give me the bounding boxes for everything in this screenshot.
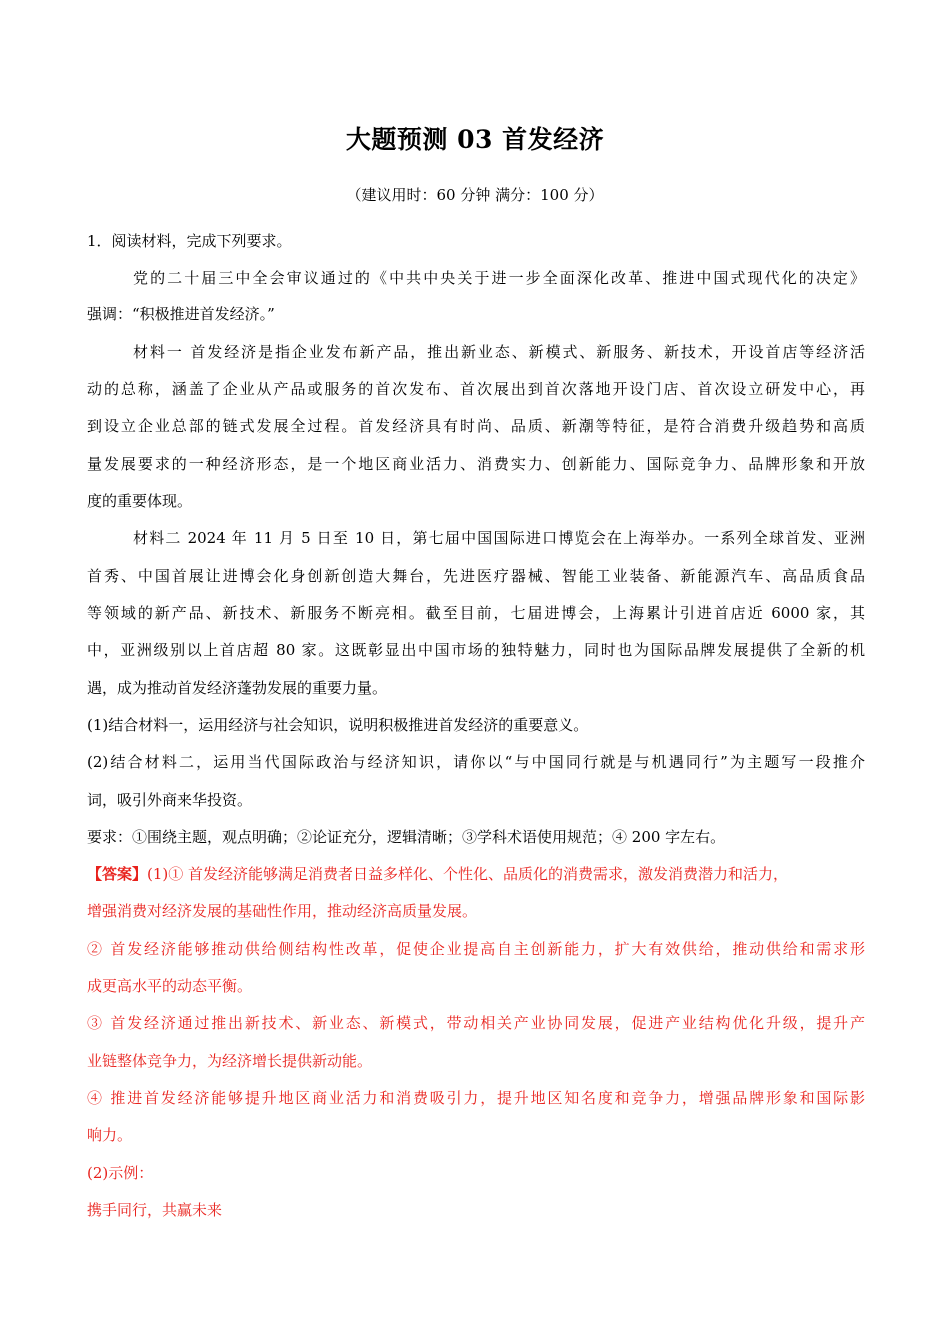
answer-1-text: (1)① 首发经济能够满足消费者日益多样化、个性化、品质化的消费需求，激发消费潜力和活力， [147, 865, 789, 883]
subquestion-2-line-2: 词，吸引外商来华投资。 [87, 791, 253, 809]
preamble-line-1: 党的二十届三中全会审议通过的《中共中央关于进一步全面深化改革、推进中国式现代化的决定》 [133, 269, 865, 287]
material2-line-1: 材料二 2024 年 11 月 5 日至 10 日，第七届中国国际进口博览会在上海举办。一系列全球首发、亚洲 [133, 529, 865, 547]
material2-line-4: 中，亚洲级别以上首店超 80 家。这既彰显出中国市场的独特魅力，同时也为国际品牌发展提供了全新的机 [87, 641, 865, 659]
subquestion-2-line-1: (2)结合材料二，运用当代国际政治与经济知识，请你以“与中国同行就是与机遇同行”为主题写一段推介 [87, 753, 865, 771]
question-intro: 1．阅读材料，完成下列要求。 [87, 232, 292, 250]
material1-line-4: 量发展要求的一种经济形态，是一个地区商业活力、消费实力、创新能力、国际竞争力、品牌形象和开放 [87, 455, 865, 473]
answer-line-1 [87, 862, 865, 886]
answer-4-line-1: ④ 推进首发经济能够提升地区商业活力和消费吸引力，提升地区知名度和竞争力，增强品牌形象和国际影 [87, 1089, 865, 1107]
material2-line-2: 首秀、中国首展让进博会化身创新创造大舞台，先进医疗器械、智能工业装备、新能源汽车、高品质食品 [87, 567, 865, 585]
answer-label: 【答案】 [87, 865, 148, 883]
answer-2-line-2: 成更高水平的动态平衡。 [87, 977, 253, 995]
material1-line-5: 度的重要体现。 [87, 492, 193, 510]
answer-3-line-1: ③ 首发经济通过推出新技术、新业态、新模式，带动相关产业协同发展，促进产业结构优化升级，提升产 [87, 1014, 865, 1032]
time-score-note: （建议用时：60 分钟 满分：100 分） [346, 186, 604, 204]
material1-line-3: 到设立企业总部的链式发展全过程。首发经济具有时尚、品质、新潮等特征，是符合消费升级趋势和高质 [87, 417, 865, 435]
answer-4-line-2: 响力。 [87, 1126, 133, 1144]
example-title: 携手同行，共赢未来 [87, 1201, 223, 1219]
page-title: 大题预测 03 首发经济 [345, 125, 605, 154]
material1-line-2: 动的总称，涵盖了企业从产品或服务的首次发布、首次展出到首次落地开设门店、首次设立研发中心，再 [87, 380, 865, 398]
material2-line-3: 等领域的新产品、新技术、新服务不断亮相。截至目前，七届进博会，上海累计引进首店近 6000 家，其 [87, 604, 865, 622]
answer-2-line-1: ② 首发经济能够推动供给侧结构性改革，促使企业提高自主创新能力，扩大有效供给，推动供给和需求形 [87, 940, 865, 958]
requirement-note: 要求：①围绕主题，观点明确；②论证充分，逻辑清晰；③学科术语使用规范；④ 200 字左右。 [87, 828, 726, 846]
answer-3-line-2: 业链整体竞争力，为经济增长提供新动能。 [87, 1052, 373, 1070]
material2-line-5: 遇，成为推动首发经济蓬勃发展的重要力量。 [87, 679, 388, 697]
subquestion-1: (1)结合材料一，运用经济与社会知识，说明积极推进首发经济的重要意义。 [87, 716, 589, 734]
preamble-line-2: 强调：“积极推进首发经济。” [87, 305, 275, 323]
answer-line-2: 增强消费对经济发展的基础性作用，推动经济高质量发展。 [87, 902, 478, 920]
example-label: (2)示例： [87, 1164, 154, 1182]
material1-line-1: 材料一 首发经济是指企业发布新产品，推出新业态、新模式、新服务、新技术，开设首店等经济活 [133, 343, 865, 361]
